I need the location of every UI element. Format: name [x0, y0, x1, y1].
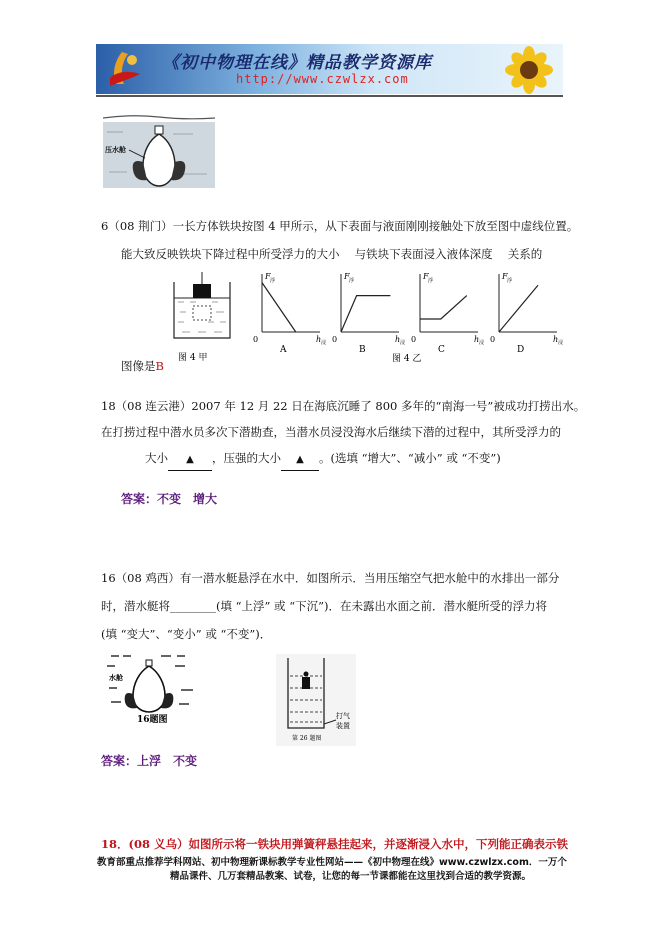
graphs-fig4-yi: [252, 270, 572, 365]
q18-answer: 答案：不变 增大: [121, 492, 218, 506]
graph-B-origin: 0: [332, 335, 338, 344]
fig4-yi-caption: 图 4 乙: [392, 354, 422, 364]
graph-C-x-sub: 浸: [479, 340, 485, 346]
q18-line3-a: 大小: [145, 451, 168, 465]
q6-answer: [121, 356, 164, 376]
q6-line1: 6（08 荆门）一长方体铁块按图 4 甲所示，从下表面与液面刚刚接触处下放至图中虚线位置。: [101, 219, 579, 233]
footer-line1: 教育部重点推荐学科网站、初中物理新课标教学专业性网站——《初中物理在线》www.czwlzx.com．一万个: [97, 857, 567, 868]
graph-A-x-label: h: [316, 335, 322, 344]
graph-D-y-label: F: [502, 272, 508, 281]
graph-D-y-sub: 浮: [507, 278, 513, 284]
fig26-caption: 第 26 题图: [292, 735, 322, 742]
q18-line3-c: 。(选填 “增大”、“减小” 或 “不变”): [319, 451, 501, 465]
graph-B-x-sub: 浸: [400, 340, 406, 346]
q18-line2: 在打捞过程中潜水员多次下潜勘查，当潜水员浸没海水后继续下潜的过程中，其所受浮力的: [101, 425, 561, 439]
diver-tank-figure: [276, 654, 356, 746]
q18-line3: [145, 448, 501, 471]
graph-option-B: B: [359, 345, 366, 355]
q6-answer-letter: B: [155, 359, 164, 373]
submarine-figure-16: [101, 650, 201, 724]
graph-A-curve: [262, 283, 296, 332]
q18-line3-b: ，压强的大小: [212, 451, 281, 465]
graph-C-curve: [420, 296, 467, 319]
header-banner: [96, 44, 563, 94]
q6-answer-prefix: 图像是: [121, 359, 156, 373]
site-logo-icon: [102, 48, 146, 90]
fig16-caption: 16题图: [137, 715, 168, 724]
graph-B-x-label: h: [395, 335, 401, 344]
graph-B-y-label: F: [344, 272, 350, 281]
pump-label-2: 装置: [336, 722, 350, 730]
graph-B-curve: [341, 296, 390, 332]
pump-label-1: 打气: [336, 712, 350, 720]
q18-line1: 18（08 连云港）2007 年 12 月 22 日在海底沉睡了 800 多年的“南海一号”被成功打捞出水。: [101, 399, 586, 413]
graph-A-x-sub: 浸: [321, 340, 327, 346]
graph-option-A: A: [280, 345, 287, 355]
graph-A-origin: 0: [253, 335, 259, 344]
graph-A-y-sub: 浮: [270, 278, 276, 284]
q18-blank-2: ▲: [281, 448, 319, 471]
graph-option-D: D: [517, 345, 525, 355]
ballast-label: 压水舱: [105, 145, 126, 154]
q6-line2: 能大致反映铁块下降过程中所受浮力的大小 与铁块下表面浸入液体深度 关系的: [121, 247, 543, 261]
banner-title: 《初中物理在线》精品教学资源库: [162, 53, 432, 73]
graph-D-origin: 0: [490, 335, 496, 344]
graph-D-x-sub: 浸: [558, 340, 564, 346]
graph-D-curve: [499, 285, 538, 332]
sunflower-icon: [489, 46, 559, 94]
graph-B-y-sub: 浮: [349, 278, 355, 284]
graph-D-x-label: h: [553, 335, 559, 344]
q18-blank-1: ▲: [168, 448, 212, 471]
header-rule: [96, 95, 563, 97]
q18b-line1: 18．(08 义乌）如图所示将一铁块用弹簧秤悬挂起来，并逐渐浸入水中，下列能正确表示铁: [101, 837, 568, 851]
q16-line1: 16（08 鸡西）有一潜水艇悬浮在水中．如图所示．当用压缩空气把水舱中的水排出一部分: [101, 571, 560, 585]
footer-line2: 精品课件、几万套精品教案、试卷，让您的每一节课都能在这里找到合适的教学资源。: [170, 871, 532, 882]
graph-C-y-sub: 浮: [428, 278, 434, 284]
graph-C-x-label: h: [474, 335, 480, 344]
graph-A-y-label: F: [265, 272, 271, 281]
graph-C-origin: 0: [411, 335, 417, 344]
q16-line3: (填 “变大”、“变小” 或 “不变”)．: [101, 627, 272, 641]
ballast-label-16: 水舱: [109, 673, 123, 682]
banner-url[interactable]: http://www.czwlzx.com: [236, 72, 409, 86]
q16-answer: 答案：上浮 不变: [101, 754, 198, 768]
q16-line2: 时，潜水艇将________(填 “上浮” 或 “下沉”)．在未露出水面之前．潜水艇所受的浮力将: [101, 599, 547, 613]
beaker-figure: [168, 272, 238, 364]
graph-C-y-label: F: [423, 272, 429, 281]
submarine-figure-top: [103, 112, 215, 192]
graph-option-C: C: [438, 345, 445, 355]
fig4-jia-caption: 图 4 甲: [178, 353, 208, 363]
